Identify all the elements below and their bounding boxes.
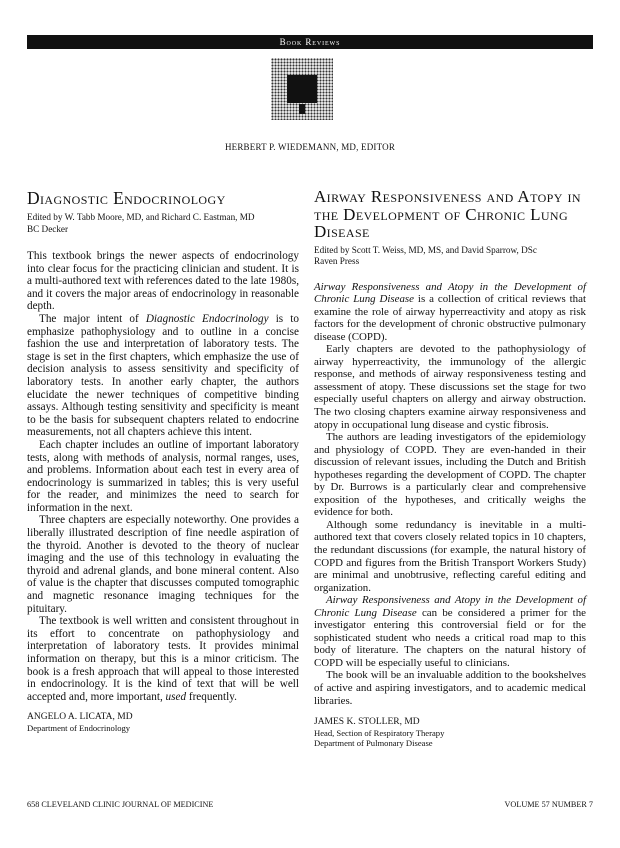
footer-journal: 658 CLEVELAND CLINIC JOURNAL OF MEDICINE <box>27 800 214 809</box>
review-publisher: BC Decker <box>27 223 69 234</box>
review-title: Diagnostic Endocrinology <box>27 188 226 208</box>
paragraph: The book will be an invaluable addition to the bookshelves of active and aspiring investigators, and to academic medical libraries. <box>314 669 586 707</box>
footer-volume: VOLUME 57 NUMBER 7 <box>504 800 593 809</box>
section-header-bar: Book Reviews <box>27 35 593 49</box>
paragraph: Three chapters are especially noteworthy. One provides a liberally illustrated description of fine needle aspiration of the thyroid. Another is devoted to the theory of nuclear imaging and the use of this technology in evaluating the thyroid and adrenal glands, and bone mineral content. Also of value is the chapter that discusses computed tomographic and magnetic resonance imaging techniques for the pituitary. <box>27 514 299 615</box>
paragraph: Airway Responsiveness and Atopy in the Development of Chronic Lung Disease is a collection of critical reviews that examine the role of airway hyperreactivity and atopy as risk factors for the development of chronic obstructive pulmonary disease (COPD). <box>314 280 586 343</box>
reviewer-signature <box>27 712 299 733</box>
editor-credit: HERBERT P. WIEDEMANN, MD, EDITOR <box>224 142 396 152</box>
paragraph: The textbook is well written and consistent throughout in its effort to concentrate on pathophysiology and interpretation of laboratory tests. It provides minimal information on therapy, but this is a minor criticism. The book is a fresh approach that will appeal to those interested in endocrinology. It is the kind of text that will be well accepted and, more important, used frequently. <box>27 615 299 703</box>
review-title: Airway Responsiveness and Atopy in the Development of Chronic Lung Disease <box>314 187 581 241</box>
reviewer-department: Department of Pulmonary Disease <box>314 738 433 749</box>
review-body <box>27 250 299 703</box>
reviewer-role: Head, Section of Respiratory Therapy <box>314 728 445 739</box>
reviewer-department: Department of Endocrinology <box>27 723 131 734</box>
paragraph: Although some redundancy is inevitable in a multi-authored text that covers closely related topics in 10 chapters, the redundant discussions (for example, the natural history of COPD and figures from the British Transport Workers Study) are minimal and unobtrusive, reflecting careful editing and organization. <box>314 518 586 594</box>
paragraph: The authors are leading investigators of the epidemiology and physiology of COPD. They are even-handed in their discussion of relevant issues, including the Dutch and British hypotheses regarding the development of COPD. The chapter by Dr. Burrows is a particularly clear and comprehensive exposition of the hypotheses, and critically weighs the evidence for both. <box>314 431 586 519</box>
book-title-italic: Airway Responsiveness and Atopy in the Development of Chronic Lung Disease <box>314 280 586 306</box>
review-editors: Edited by W. Tabb Moore, MD, and Richard C. Eastman, MD <box>27 212 255 222</box>
paragraph: Each chapter includes an outline of important laboratory tests, along with methods of analysis, normal ranges, uses, and problems. Information about each test in every area of endocrinology is summarized in tables; this is very useful for the reader, and minimizes the need to search for information in the next. <box>27 438 299 514</box>
review-airway-responsiveness <box>314 188 586 748</box>
paragraph: Airway Responsiveness and Atopy in the Development of Chronic Lung Disease can be considered a primer for the investigator entering this controversial field or for the sophisticated student who needs a critical road map to this body of literature. The chapters on the natural history of COPD will be especially useful to clinicians. <box>314 594 586 669</box>
emphasis-italic: used <box>165 690 187 703</box>
reviewer-signature <box>314 717 586 748</box>
review-diagnostic-endocrinology <box>27 188 299 733</box>
paragraph: The major intent of Diagnostic Endocrinology is to emphasize pathophysiology and to outline in a concise fashion the use and interpretation of laboratory tests. The stage is set in the first chapters, which emphasize the use of decision analysis to assess sensitivity and specificity of laboratory tests. In another early chapter, the authors elucidate the newer techniques of competitive binding assays. Although testing sensitivity and specificity is meant to be the basis for subsequent chapters related to endocrine measurements, not all chapters achieve this intent. <box>27 312 299 439</box>
paragraph: Early chapters are devoted to the pathophysiology of airway hyperreactivity, the immunology of the allergic response, and methods of airway responsiveness testing and assessment of atopy. These discussions set the stage for two especially useful chapters on allergy and airway obstruction. The two closing chapters examine airway responsiveness and atopy in occupational lung disease and cystic fibrosis. <box>314 343 586 431</box>
book-review-emblem <box>271 58 333 120</box>
reviewer-name: ANGELO A. LICATA, MD <box>27 712 133 723</box>
book-title-italic: Diagnostic Endocrinology <box>145 312 269 325</box>
review-body <box>314 281 586 708</box>
review-publisher: Raven Press <box>314 256 360 266</box>
reviewer-name: JAMES K. STOLLER, MD <box>314 717 420 728</box>
review-editors: Edited by Scott T. Weiss, MD, MS, and David Sparrow, DSc <box>314 244 537 255</box>
book-title-italic: Airway Responsiveness and Atopy in the Development of Chronic Lung Disease <box>314 594 586 619</box>
paragraph: This textbook brings the newer aspects of endocrinology into clear focus for the practicing clinician and student. It is a multi-authored text with references dated to the late 1980s, and it covers the major areas of endocrinology in reasonable depth. <box>27 250 299 313</box>
